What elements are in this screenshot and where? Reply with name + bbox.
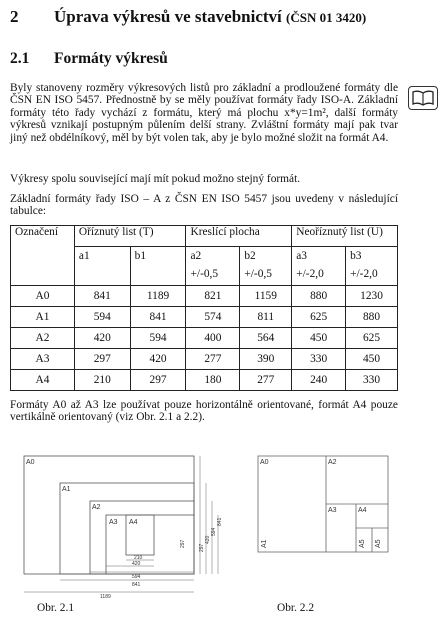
section-title: Formáty výkresů <box>54 50 168 67</box>
svg-text:841: 841 <box>217 517 223 526</box>
label-a0: A0 <box>26 459 35 466</box>
table-header-row <box>11 226 398 247</box>
table-row: A4 210 297 180 277 240 330 <box>11 370 398 391</box>
chapter-number: 2 <box>10 7 19 26</box>
format-rectangles <box>24 456 194 574</box>
svg-text:297: 297 <box>199 543 205 552</box>
label-a5b: A5 <box>375 539 382 548</box>
header-kreslici: Kreslící plocha <box>186 226 292 247</box>
section-heading <box>10 50 168 68</box>
label-a3: A3 <box>328 507 337 514</box>
figure-subdivided-formats <box>254 452 394 562</box>
subheader-cell: a2 +/-0,5 <box>186 247 240 286</box>
label-a5: A5 <box>359 539 366 548</box>
label-a4: A4 <box>358 507 367 514</box>
paragraph-same-format: Výkresy spolu související mají mít pokud možno stejný formát. <box>10 173 301 185</box>
label-a1: A1 <box>62 486 71 493</box>
label-a2: A2 <box>92 504 101 511</box>
svg-text:594: 594 <box>211 527 217 536</box>
figure2-caption: Obr. 2.2 <box>277 602 315 614</box>
rect-a1 <box>60 483 194 574</box>
svg-text:420: 420 <box>132 561 141 567</box>
label-a3: A3 <box>109 519 118 526</box>
subheader-cell: b2 +/-0,5 <box>240 247 292 286</box>
figure-nested-formats <box>20 452 240 604</box>
dimension-lines <box>24 456 218 592</box>
header-neoriznuty: Neoříznutý list (U) <box>292 226 398 247</box>
subheader-cell: b3 +/-2,0 <box>346 247 398 286</box>
chapter-heading <box>10 7 366 27</box>
label-a1: A1 <box>261 539 268 548</box>
svg-text:1189: 1189 <box>100 594 111 600</box>
table-row: A2 420 594 400 564 450 625 <box>11 328 398 349</box>
table-row: A0 841 1189 821 1159 880 1230 <box>11 286 398 307</box>
chapter-title: Úprava výkresů ve stavebnictví <box>54 7 282 26</box>
section-number: 2.1 <box>10 50 30 67</box>
figure1-caption: Obr. 2.1 <box>37 602 75 614</box>
header-oznaceni: Označení <box>11 226 75 286</box>
label-a4: A4 <box>129 519 138 526</box>
paragraph-formats-intro: Byly stanoveny rozměry výkresových listů pro základní a prodloužené formáty dle ČSN EN ISO 5457. Přednostně by se měly používat formáty řady ISO-A. Základní formáty této řady vychází z formátu, který má plochu x*y=1m², další formáty výkresů vznikají postupným půlením delší strany. Zvláštní formáty mají pak tvar jiný než obdélníkový, měl by být volen tak, aby je bylo možné složit na formát A4. <box>10 82 398 144</box>
svg-text:420: 420 <box>205 535 211 544</box>
svg-text:297: 297 <box>180 539 186 548</box>
book-icon <box>408 86 438 110</box>
subheader-cell: b1 <box>130 247 186 286</box>
svg-text:594: 594 <box>132 574 141 580</box>
svg-text:210: 210 <box>134 555 143 561</box>
format-table <box>10 225 398 391</box>
svg-text:841: 841 <box>132 582 141 588</box>
label-a0: A0 <box>260 459 269 466</box>
subheader-cell: a3 +/-2,0 <box>292 247 346 286</box>
header-oriznuty: Oříznutý list (T) <box>74 226 186 247</box>
label-a2: A2 <box>328 459 337 466</box>
table-row: A1 594 841 574 811 625 880 <box>11 307 398 328</box>
table-row: A3 297 420 277 390 330 450 <box>11 349 398 370</box>
format-subdivision <box>258 456 388 552</box>
note-paragraph: Formáty A0 až A3 lze používat pouze horizontálně orientované, formát A4 pouze vertikálně orientovaný (viz Obr. 2.1 a 2.2). <box>10 399 398 424</box>
paragraph-table-intro: Základní formáty řady ISO – A z ČSN EN ISO 5457 jsou uvedeny v následující tabulce: <box>10 193 398 218</box>
chapter-standard: (ČSN 01 3420) <box>286 10 367 25</box>
subheader-cell: a1 <box>74 247 130 286</box>
